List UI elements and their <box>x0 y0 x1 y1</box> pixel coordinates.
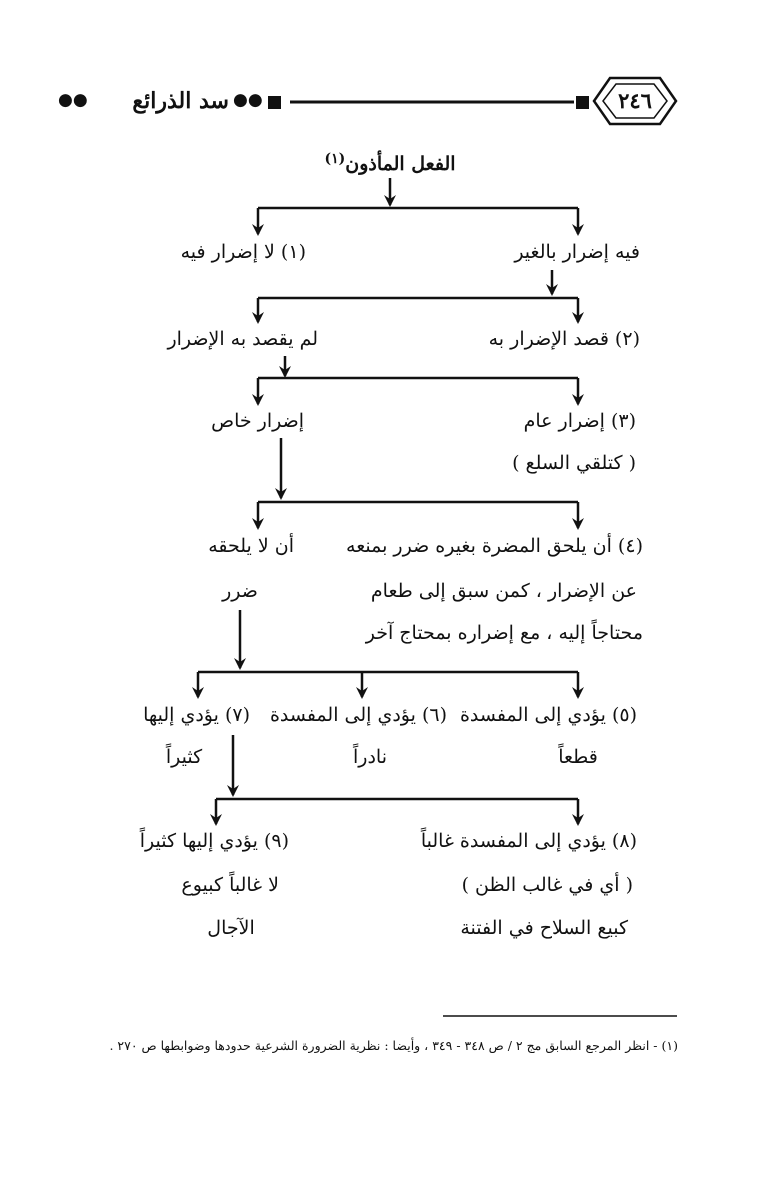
running-head-title: سد الذرائع <box>132 88 229 114</box>
node-4-line-1: (٤) أن يلحق المضرة بغيره ضرر بمنعه <box>346 535 643 557</box>
header-ornament-right: ●● <box>233 90 263 110</box>
node-7-qualifier: كثيراً <box>165 746 203 768</box>
node-no-intent-harm: لم يقصد به الإضرار <box>167 328 318 350</box>
node-4-line-2: عن الإضرار ، كمن سبق إلى طعام <box>370 580 637 602</box>
node-specific-harm: إضرار خاص <box>211 410 304 432</box>
node-6-qualifier: نادراً <box>353 746 387 768</box>
node-3-example: ( كتلقي السلع ) <box>512 452 636 474</box>
node-8-label: (٨) يؤدي إلى المفسدة غالباً <box>420 830 637 852</box>
node-4-line-3: محتاجاً إليه ، مع إضراره بمحتاج آخر <box>365 622 643 644</box>
node-1-no-harm: (١) لا إضرار فيه <box>180 241 306 263</box>
header-ornament-left: ●● <box>58 90 88 110</box>
node-harm-to-others: فيه إضرار بالغير <box>514 241 640 263</box>
node-8-clarification: ( أي في غالب الظن ) <box>461 874 633 896</box>
footnote-ref: (١) <box>324 151 346 167</box>
node-5-label: (٥) يؤدي إلى المفسدة <box>459 704 637 726</box>
root-node <box>324 152 455 174</box>
node-5-qualifier: قطعاً <box>558 746 598 768</box>
header-rule <box>268 96 589 109</box>
page-number: ٢٤٦ <box>618 88 652 113</box>
node-7-label: (٧) يؤدي إليها <box>143 704 250 726</box>
node-no-harm-reach-1: أن لا يلحقه <box>208 535 294 557</box>
node-no-harm-reach-2: ضرر <box>222 580 258 602</box>
root-label: الفعل المأذون <box>345 153 456 175</box>
node-6-label: (٦) يؤدي إلى المفسدة <box>269 704 447 726</box>
node-2-intent-harm: (٢) قصد الإضرار به <box>488 328 640 350</box>
node-9-label: (٩) يؤدي إليها كثيراً <box>139 830 289 852</box>
node-9-qualifier: لا غالباً كبيوع <box>181 874 279 896</box>
node-8-example: كبيع السلاح في الفتنة <box>460 917 628 939</box>
node-3-general-harm: (٣) إضرار عام <box>523 410 636 432</box>
node-9-example: الآجال <box>207 917 255 939</box>
footnote-text: (١) - انظر المرجع السابق مج ٢ / ص ٣٤٨ - ٣٤٩ ، وأيضا : نظرية الضرورة الشرعية حدودها وضوابطها ص ٢٧٠ . <box>109 1038 678 1053</box>
